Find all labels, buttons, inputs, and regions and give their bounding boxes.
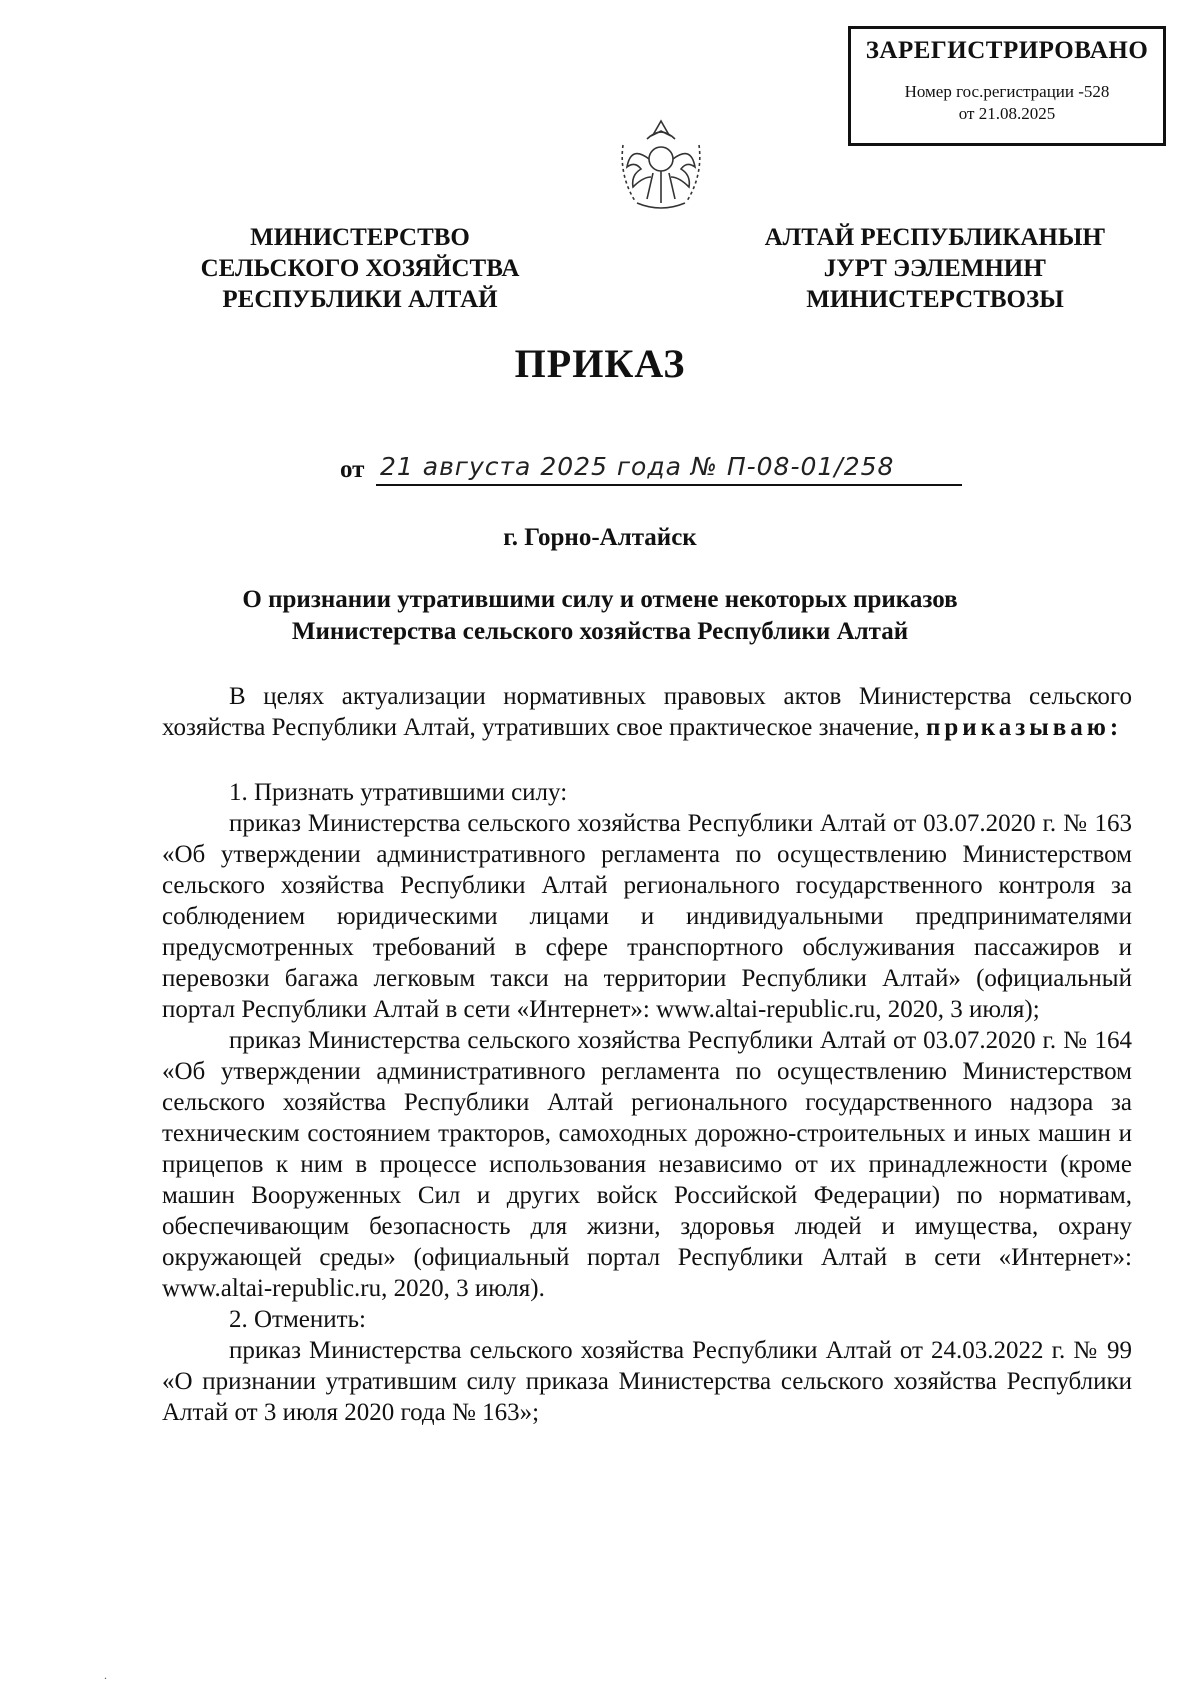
handwritten-date-number: 21 августа 2025 года № П-08-01/258 — [376, 450, 962, 486]
order-directive: приказываю: — [925, 714, 1123, 741]
ministry-ru-line: МИНИСТЕРСТВО — [250, 224, 470, 251]
order-body — [162, 681, 1132, 1428]
item-1-order-163: приказ Министерства сельского хозяйства Республики Алтай от 03.07.2020 г. № 163 «Об утверждении административного регламента по осуществлению Министерством сельского хозяйства Республики Алтай регионального государственного контроля за соблюдением юридическими лицами и индивидуальными предпринимателями предусмотренных требований в сфере транспортного обслуживания пассажиров и перевозки багажа легковым такси на территории Республики Алтай» (официальный портал Республики Алтай в сети «Интернет»: www.altai-republic.ru, 2020, 3 июля); — [162, 810, 1132, 1023]
item-2-order-99: приказ Министерства сельского хозяйства Республики Алтай от 24.03.2022 г. № 99 «О признании утратившим силу приказа Министерства сельского хозяйства Республики Алтай от 3 июля 2020 года № 163»; — [162, 1337, 1132, 1426]
order-date-line — [340, 450, 960, 494]
item-2-title: 2. Отменить: — [229, 1306, 366, 1333]
registration-stamp — [848, 26, 1166, 146]
scan-mark: . — [104, 1668, 107, 1682]
ministry-alt-line: МИНИСТЕРСТВОЗЫ — [806, 286, 1064, 313]
item-1-title: 1. Признать утратившими силу: — [229, 779, 568, 806]
ministry-ru-line: РЕСПУБЛИКИ АЛТАЙ — [222, 286, 498, 313]
stamp-reg-number: Номер гос.регистрации -528 — [904, 82, 1110, 101]
ministry-alt-line: АЛТАЙ РЕСПУБЛИКАНЫҤ — [764, 224, 1106, 251]
ministry-name-russian — [170, 222, 550, 315]
document-type-title: ПРИКАЗ — [514, 341, 686, 386]
subject-line: О признании утратившими силу и отмене некоторых приказов — [242, 586, 958, 613]
stamp-reg-date: от 21.08.2025 — [958, 104, 1056, 123]
item-1-order-164: приказ Министерства сельского хозяйства Республики Алтай от 03.07.2020 г. № 164 «Об утверждении административного регламента по осуществлению Министерством сельского хозяйства Республики Алтай регионального государственного надзора за техническим состоянием тракторов, самоходных дорожно-строительных и иных машин и прицепов к ним в процессе использования независимо от их принадлежности (кроме машин Вооруженных Сил и других войск Российской Федерации) по нормативам, обеспечивающим безопасность для жизни, здоровья людей и имущества, охрану окружающей среды» (официальный портал Республики Алтай в сети «Интернет»: www.altai-republic.ru, 2020, 3 июля). — [162, 1027, 1132, 1302]
date-label: от — [340, 456, 365, 483]
ministry-name-altai — [740, 222, 1130, 315]
preamble-text: В целях актуализации нормативных правовых актов Министерства сельского хозяйства Республики Алтай, утративших свое практическое значение, — [162, 683, 1132, 741]
ministry-ru-line: СЕЛЬСКОГО ХОЗЯЙСТВА — [200, 255, 520, 282]
order-subject — [150, 584, 1050, 648]
ministry-alt-line: ЈУРТ ЭЭЛЕМНИҤ — [823, 255, 1047, 282]
stamp-title: ЗАРЕГИСТРИРОВАНО — [865, 37, 1149, 64]
coat-of-arms-icon — [617, 115, 705, 215]
preamble-paragraph — [162, 681, 1132, 743]
subject-line: Министерства сельского хозяйства Республики Алтай — [291, 618, 909, 645]
city-line: г. Горно-Алтайск — [503, 524, 697, 551]
